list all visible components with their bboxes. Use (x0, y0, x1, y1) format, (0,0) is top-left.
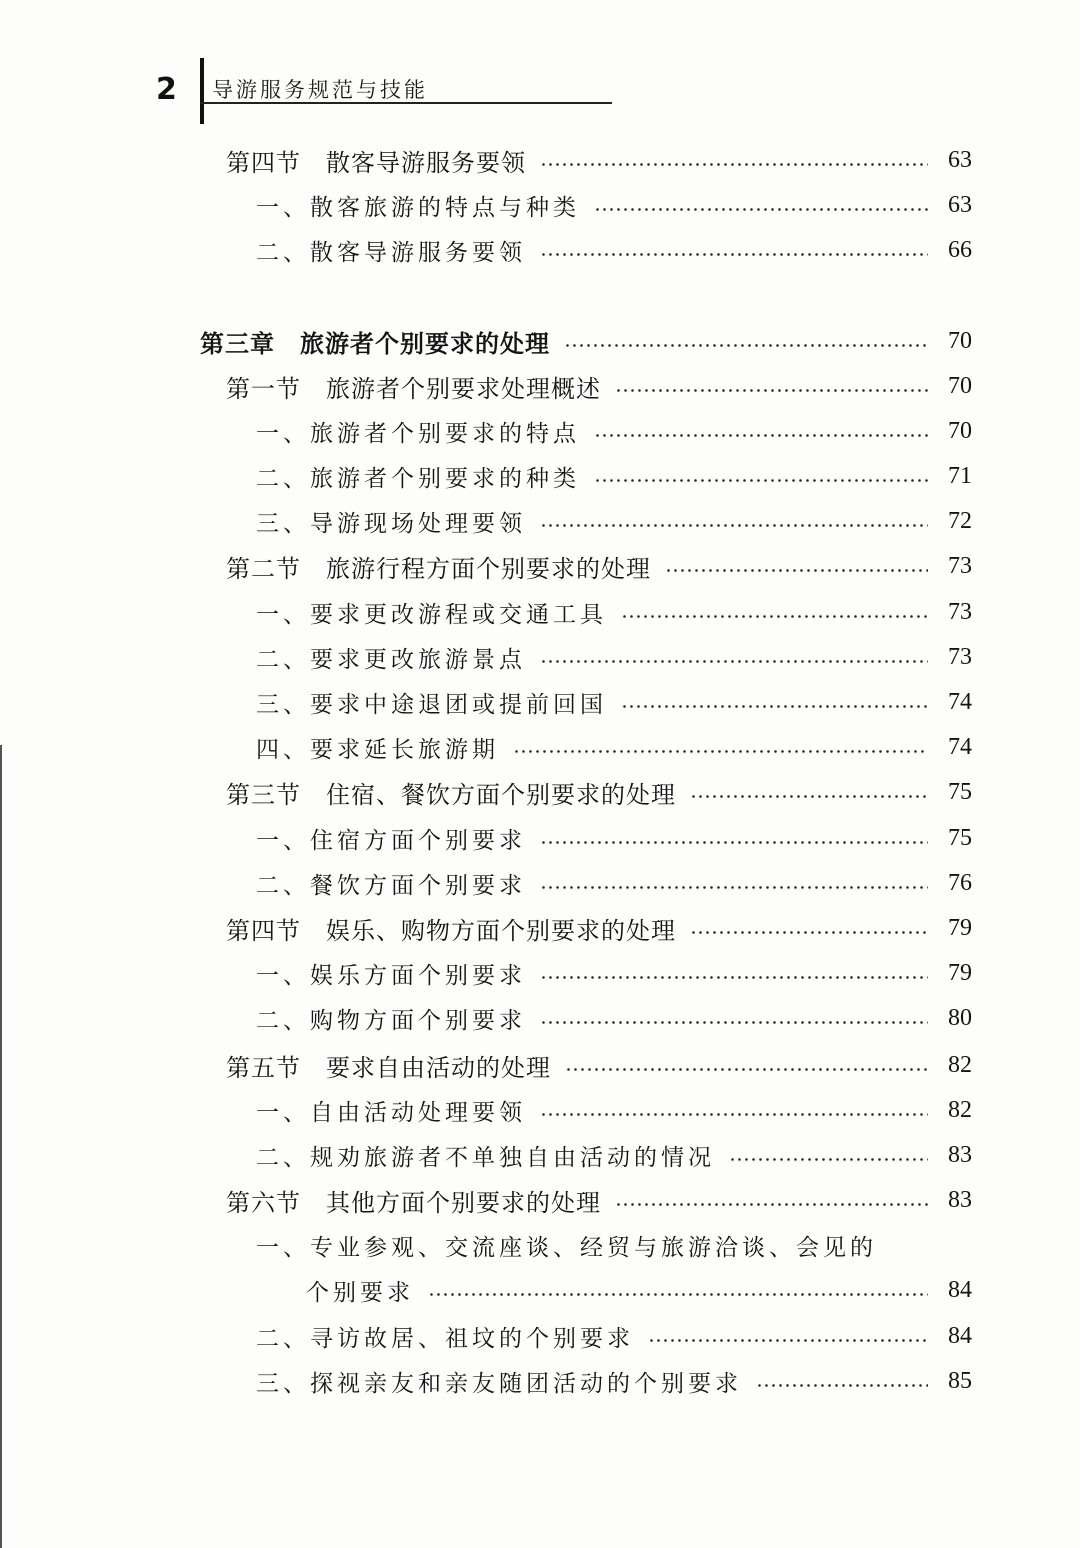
header-bar (200, 58, 204, 124)
toc-entry (226, 1178, 972, 1222)
toc-entry (256, 409, 972, 453)
toc-entry (226, 138, 972, 182)
toc-entry-title: 第三节 住宿、餐饮方面个别要求的处理 (226, 780, 676, 809)
toc-entry-page-number: 80 (948, 1004, 972, 1031)
toc-entry-title: 第六节 其他方面个别要求的处理 (226, 1188, 601, 1217)
toc-entry-page-number: 82 (948, 1051, 972, 1078)
toc-entry (226, 364, 972, 408)
toc-entry (226, 544, 972, 588)
dot-leader (594, 479, 928, 482)
toc-entry-page-number: 63 (948, 146, 972, 173)
dot-leader (621, 615, 928, 618)
toc-entry (256, 1314, 972, 1358)
toc-entry-page-number: 82 (948, 1096, 972, 1123)
dot-leader (540, 660, 928, 663)
toc-entry-page-number: 75 (948, 824, 972, 851)
dot-leader (540, 1113, 928, 1116)
toc-entry (256, 1359, 972, 1403)
toc-entry (256, 996, 972, 1040)
toc-entry-page-number: 73 (948, 598, 972, 625)
toc-entry-title: 第四节 散客导游服务要领 (226, 148, 526, 177)
toc-entry-title: 一、旅游者个别要求的特点 (256, 420, 580, 447)
toc-entry-page-number: 70 (948, 327, 972, 354)
dot-leader (729, 1158, 928, 1161)
toc-entry (256, 183, 972, 227)
toc-entry (256, 635, 972, 679)
toc-entry-title: 一、专业参观、交流座谈、经贸与旅游洽谈、会见的 (256, 1234, 877, 1261)
toc-entry (256, 816, 972, 860)
book-title: 导游服务规范与技能 (212, 78, 428, 102)
toc-entry-page-number: 79 (948, 914, 972, 941)
toc-entry-title: 第一节 旅游者个别要求处理概述 (226, 374, 601, 403)
toc-entry (256, 590, 972, 634)
toc-entry-title: 一、住宿方面个别要求 (256, 827, 526, 854)
dot-leader (540, 524, 928, 527)
toc-entry-title: 二、散客导游服务要领 (256, 239, 526, 266)
toc-entry (256, 680, 972, 724)
dot-leader (540, 886, 928, 889)
toc-entry-title: 四、要求延长旅游期 (256, 736, 499, 763)
toc-entry-title: 第四节 娱乐、购物方面个别要求的处理 (226, 916, 676, 945)
toc-entry-page-number: 70 (948, 417, 972, 444)
toc-entry-title: 第二节 旅游行程方面个别要求的处理 (226, 554, 651, 583)
toc-entry-page-number: 72 (948, 507, 972, 534)
toc-entry-title: 二、购物方面个别要求 (256, 1007, 526, 1034)
toc-entry-title: 第三章 旅游者个别要求的处理 (200, 328, 550, 358)
toc-entry-page-number: 76 (948, 869, 972, 896)
dot-leader (540, 1021, 928, 1024)
toc-entry-title: 一、娱乐方面个别要求 (256, 962, 526, 989)
toc-entry-page-number: 73 (948, 552, 972, 579)
dot-leader (513, 750, 928, 753)
dot-leader (665, 569, 928, 572)
toc-entry-page-number: 79 (948, 959, 972, 986)
dot-leader (615, 389, 928, 392)
toc-entry-title: 二、规劝旅游者不单独自由活动的情况 (256, 1144, 715, 1171)
toc-entry-title: 第五节 要求自由活动的处理 (226, 1053, 551, 1082)
toc-entry-title: 二、要求更改旅游景点 (256, 646, 526, 673)
toc-entry-page-number: 70 (948, 372, 972, 399)
toc-entry-page-number: 71 (948, 462, 972, 489)
toc-entry-title: 二、寻访故居、祖坟的个别要求 (256, 1325, 634, 1352)
dot-leader (540, 253, 928, 256)
toc-entry-title: 二、旅游者个别要求的种类 (256, 465, 580, 492)
toc-entry-title: 一、自由活动处理要领 (256, 1099, 526, 1126)
dot-leader (594, 434, 928, 437)
dot-leader (648, 1339, 928, 1342)
toc-entry-page-number: 83 (948, 1141, 972, 1168)
dot-leader (565, 1068, 928, 1071)
toc-entry-page-number: 74 (948, 733, 972, 760)
toc-entry (256, 1088, 972, 1132)
toc-entry-title: 三、要求中途退团或提前回国 (256, 691, 607, 718)
toc-entry-title: 三、导游现场处理要领 (256, 510, 526, 537)
toc-entry (200, 319, 972, 363)
toc-entry-page-number: 84 (948, 1276, 972, 1303)
toc-entry (226, 906, 972, 950)
toc-entry-page-number: 73 (948, 643, 972, 670)
toc-entry (306, 1268, 972, 1312)
dot-leader (594, 208, 928, 211)
toc-entry (256, 951, 972, 995)
toc-entry-page-number: 75 (948, 778, 972, 805)
toc-entry-title: 个别要求 (306, 1279, 414, 1306)
toc-entry (226, 770, 972, 814)
dot-leader (615, 1203, 928, 1206)
page-edge-line (0, 745, 2, 1548)
toc-entry (226, 1043, 972, 1087)
toc-entry (256, 499, 972, 543)
dot-leader (756, 1384, 928, 1387)
toc-entry (256, 1133, 972, 1177)
toc-entry-page-number: 74 (948, 688, 972, 715)
toc-entry (256, 1223, 972, 1267)
toc-entry (256, 228, 972, 272)
toc-entry-page-number: 66 (948, 236, 972, 263)
dot-leader (540, 163, 928, 166)
toc-entry-title: 一、散客旅游的特点与种类 (256, 194, 580, 221)
dot-leader (621, 705, 928, 708)
toc-entry-title: 二、餐饮方面个别要求 (256, 872, 526, 899)
toc-entry (256, 725, 972, 769)
toc-entry-page-number: 85 (948, 1367, 972, 1394)
toc-entry (256, 454, 972, 498)
toc-entry-page-number: 84 (948, 1322, 972, 1349)
dot-leader (690, 931, 928, 934)
toc-entry-title: 一、要求更改游程或交通工具 (256, 601, 607, 628)
toc-entry-title: 三、探视亲友和亲友随团活动的个别要求 (256, 1370, 742, 1397)
dot-leader (540, 976, 928, 979)
dot-leader (428, 1293, 928, 1296)
dot-leader (540, 841, 928, 844)
toc-entry-page-number: 63 (948, 191, 972, 218)
page-number: 2 (156, 72, 177, 107)
dot-leader (564, 344, 928, 347)
dot-leader (690, 795, 928, 798)
toc-entry (256, 861, 972, 905)
toc-entry-page-number: 83 (948, 1186, 972, 1213)
header-rule (200, 102, 612, 104)
